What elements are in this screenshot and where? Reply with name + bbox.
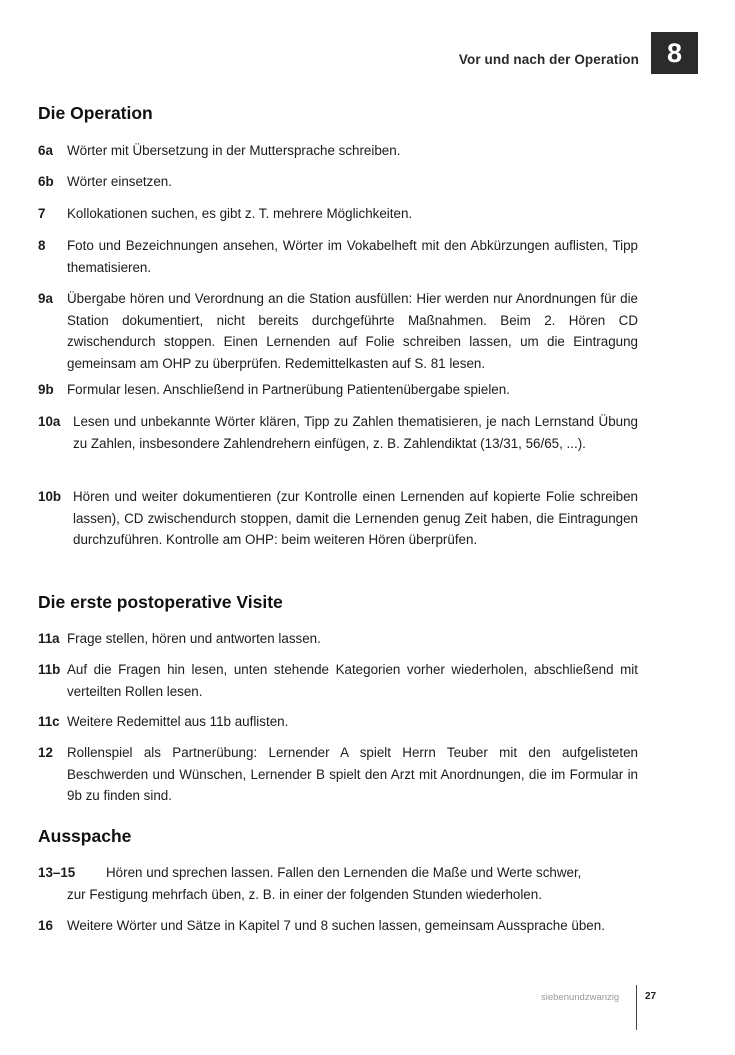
item-number: 9a (38, 291, 53, 306)
section-title-operation: Die Operation (38, 103, 153, 123)
item-number: 8 (38, 238, 46, 253)
item-text: Weitere Redemittel aus 11b auflisten. (67, 714, 289, 729)
item-text: Weitere Wörter und Sätze in Kapitel 7 und 8 suchen lassen, gemeinsam Aussprache üben. (67, 918, 605, 933)
item-number: 7 (38, 206, 46, 221)
item-text: Auf die Fragen hin lesen, unten stehende Kategorien vorher wiederholen, abschließend mit verteilten Rollen lesen. (67, 662, 638, 699)
item-number: 12 (38, 745, 53, 760)
item-text: Foto und Bezeichnungen ansehen, Wörter im Vokabelheft mit den Abkürzungen auflisten, Tipp thematisieren. (67, 238, 638, 275)
item-number: 11b (38, 662, 61, 677)
item-number: 6b (38, 174, 54, 189)
item-text: Übergabe hören und Verordnung an die Station ausfüllen: Hier werden nur Anordnungen für die Station dokumentiert, nicht bereits durchgeführte Maßnahmen. Beim 2. Hören CD zwischendurch stoppen. Einen Lernenden auf Folie schreiben lassen, um die Eintragung gemeinsam am OHP zu überprüfen. Redemittelkasten auf S. 81 lesen. (67, 291, 638, 371)
item-number: 6a (38, 143, 53, 158)
item-text: Formular lesen. Anschließend in Partnerübung Patientenübergabe spielen. (67, 382, 510, 397)
item-text: Rollenspiel als Partnerübung: Lernender A spielt Herrn Teuber mit den aufgelisteten Beschwerden und Wünschen, Lernender B spielt den Arzt mit Anordnungen, die im Formular in 9b zu finden sind. (67, 745, 638, 804)
item-number: 13–15 (38, 865, 76, 880)
item-number: 11a (38, 631, 60, 646)
item-text-rest: zur Festigung mehrfach üben, z. B. in einer der folgenden Stunden wiederholen. (67, 886, 542, 902)
item-text: Kollokationen suchen, es gibt z. T. mehrere Möglichkeiten. (67, 206, 413, 221)
item-text (38, 862, 638, 905)
item-number: 9b (38, 382, 54, 397)
item-number: 11c (38, 714, 60, 729)
chapter-number-badge: 8 (651, 32, 698, 74)
footer-divider (636, 985, 637, 1030)
item-number: 16 (38, 918, 53, 933)
footer-page-number: 27 (645, 991, 657, 1002)
item-text-first-line: Hören und sprechen lassen. Fallen den Lernenden die Maße und Werte schwer, (106, 865, 582, 880)
item-text: Lesen und unbekannte Wörter klären, Tipp zu Zahlen thematisieren, je nach Lernstand Übung zu Zahlen, insbesondere Zahlendrehern einfügen, z. B. Zahlendiktat (13/31, 56/65, ...). (73, 414, 638, 451)
item-text: Hören und weiter dokumentieren (zur Kontrolle einen Lernenden auf kopierte Folie schreiben lassen), CD zwischendurch stoppen, damit die Lernenden genug Zeit haben, die Eintragungen durchzuführen. Kontrolle am OHP: beim weiteren Hören überprüfen. (73, 489, 638, 548)
item-text: Frage stellen, hören und antworten lassen. (67, 631, 321, 646)
section-title-visite: Die erste postoperative Visite (38, 592, 283, 612)
item-number: 10a (38, 414, 61, 429)
item-text: Wörter mit Übersetzung in der Muttersprache schreiben. (67, 143, 401, 158)
footer-page-word: siebenundzwanzig (541, 992, 620, 1003)
running-title: Vor und nach der Operation (458, 52, 639, 67)
section-title-aussprache: Ausspache (38, 826, 132, 846)
item-number: 10b (38, 489, 62, 504)
item-text: Wörter einsetzen. (67, 174, 172, 189)
